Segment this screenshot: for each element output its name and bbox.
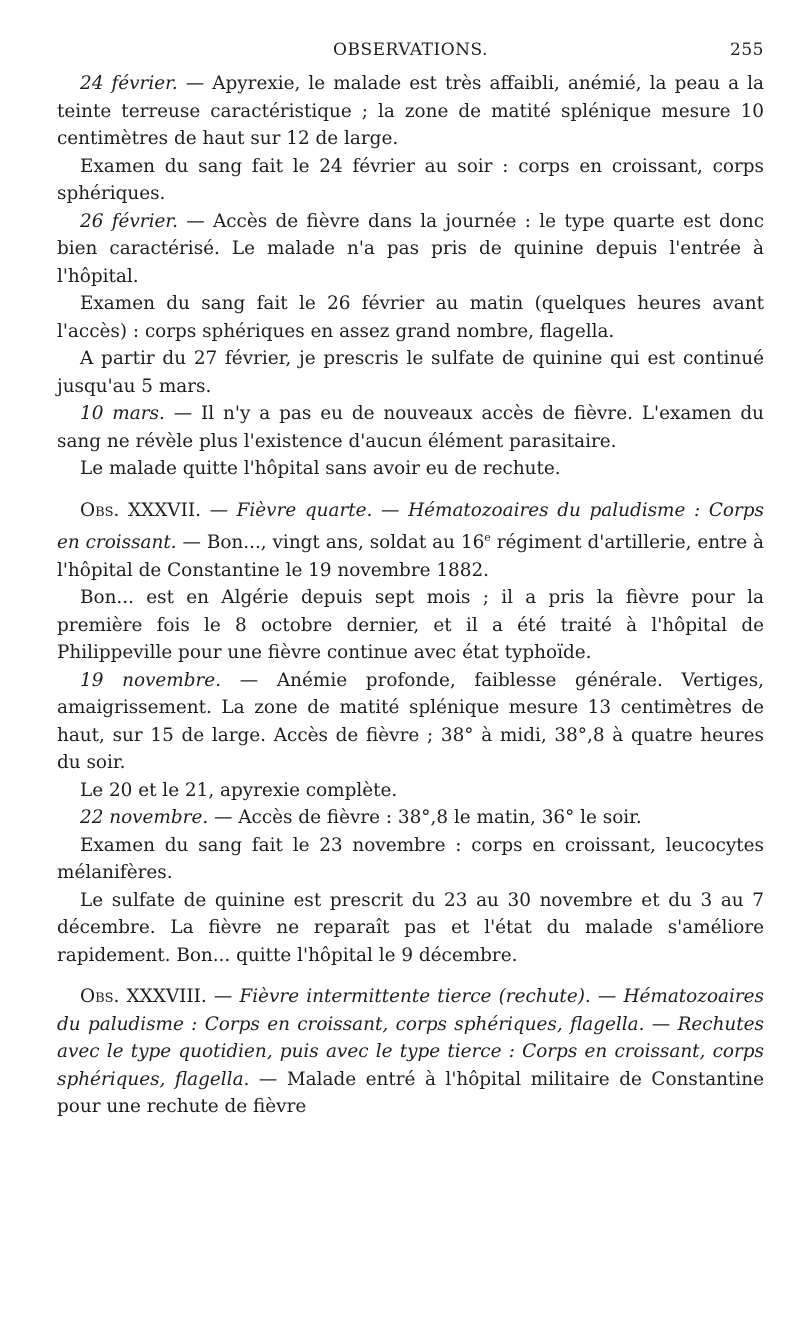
page-number: 255 xyxy=(730,40,764,60)
relapse-findings: Rechutes avec le type quotidien, puis avec le type tierce : Corps en croissant, corps sphériques, flagella. xyxy=(57,1013,764,1090)
paragraph-text: — Accès de fièvre dans la journée : le type quarte est donc bien caractérisé. Le malade n'a pas pris de quinine depuis l'entrée à l'hôpital. xyxy=(57,210,765,287)
observation-label: Obs. XXXVIII. xyxy=(80,986,207,1008)
date-label: 24 février. xyxy=(80,73,178,94)
paragraph xyxy=(57,153,764,208)
paragraph xyxy=(57,70,764,153)
paragraph-text: — Apyrexie, le malade est très affaibli, anémié, la peau a la teinte terreuse caractéristique ; la zone de matité splénique mesure 10 centimètres de haut sur 12 de large. xyxy=(57,73,764,149)
paragraph-text: Examen du sang fait le 23 novembre : corps en croissant, leucocytes mélanifères. xyxy=(57,834,764,884)
paragraph-text: Le malade quitte l'hôpital sans avoir eu de rechute. xyxy=(80,458,561,479)
paragraph xyxy=(57,584,764,667)
patient-intro: — Bon..., vingt ans, soldat au 16 xyxy=(176,532,485,554)
paragraph xyxy=(57,777,764,805)
diagnosis: Fièvre intermittente tierce (rechute). xyxy=(239,986,591,1008)
date-label: 26 février. xyxy=(80,210,178,232)
paragraph xyxy=(57,667,764,777)
paragraph-text: Le sulfate de quinine est prescrit du 23 au 30 novembre et du 3 au 7 décembre. La fièvre ne reparaît pas et l'état du malade s'améliore rapidement. Bon... quitte l'hôpital le 9 décembre. xyxy=(57,889,764,966)
findings: Hématozoaires du paludisme : Corps en croissant, corps sphériques, flagella. xyxy=(57,986,764,1035)
document-page xyxy=(57,40,764,1121)
paragraph-text: — Accès de fièvre : 38°,8 le matin, 36° le soir. xyxy=(208,807,642,829)
observation-label: Obs. XXXVII. xyxy=(80,499,201,521)
ordinal-suffix: e xyxy=(484,531,491,544)
paragraph xyxy=(57,400,764,455)
paragraph-text: Le 20 et le 21, apyrexie complète. xyxy=(80,779,398,801)
paragraph xyxy=(57,804,764,832)
dash: — xyxy=(200,499,237,521)
date-label: 19 novembre. xyxy=(80,669,222,691)
paragraph xyxy=(57,290,764,345)
paragraph-text: Examen du sang fait le 24 février au soir : corps en croissant, corps sphériques. xyxy=(57,155,764,204)
paragraph xyxy=(57,832,764,887)
paragraph-text: — Malade entré à l'hôpital militaire de Constantine pour une rechute de fièvre xyxy=(57,1068,765,1118)
findings: Hématozoaires du paludisme : Corps en croissant. xyxy=(57,499,764,554)
date-label: 10 mars. xyxy=(80,403,165,424)
paragraph xyxy=(57,345,764,400)
paragraph xyxy=(57,208,764,291)
paragraph-text: — Il n'y a pas eu de nouveaux accès de fièvre. L'examen du sang ne révèle plus l'existence d'aucun élément parasitaire. xyxy=(57,403,764,452)
header-title: OBSERVATIONS. xyxy=(333,40,488,60)
dash: — xyxy=(644,1013,678,1035)
diagnosis: Fièvre quarte. xyxy=(236,499,373,521)
patient-intro-rest: régiment d'artillerie, entre à l'hôpital de Constantine le 19 novembre 1882. xyxy=(57,532,764,581)
date-label: 22 novembre. xyxy=(80,807,209,829)
dash: — xyxy=(372,499,409,521)
body-text xyxy=(57,70,764,1121)
paragraph-text: A partir du 27 février, je prescris le sulfate de quinine qui est continué jusqu'au 5 mars. xyxy=(57,348,764,397)
dash: — xyxy=(590,986,624,1008)
paragraph xyxy=(57,887,764,970)
observation-38-heading xyxy=(57,983,764,1121)
running-header xyxy=(57,40,764,70)
observation-37-heading xyxy=(57,497,764,585)
paragraph xyxy=(57,455,764,483)
paragraph-text: — Anémie profonde, faiblesse générale. Vertiges, amaigrissement. La zone de matité splénique mesure 13 centimètres de haut, sur 15 de large. Accès de fièvre ; 38° à midi, 38°,8 à quatre heures du soir. xyxy=(57,669,765,774)
paragraph-text: Bon... est en Algérie depuis sept mois ; il a pris la fièvre pour la première fois le 8 octobre dernier, et il a été traité à l'hôpital de Philippeville pour une fièvre continue avec état typhoïde. xyxy=(57,587,764,664)
paragraph-text: Examen du sang fait le 26 février au matin (quelques heures avant l'accès) : corps sphériques en assez grand nombre, flagella. xyxy=(57,293,764,342)
dash: — xyxy=(206,986,240,1008)
